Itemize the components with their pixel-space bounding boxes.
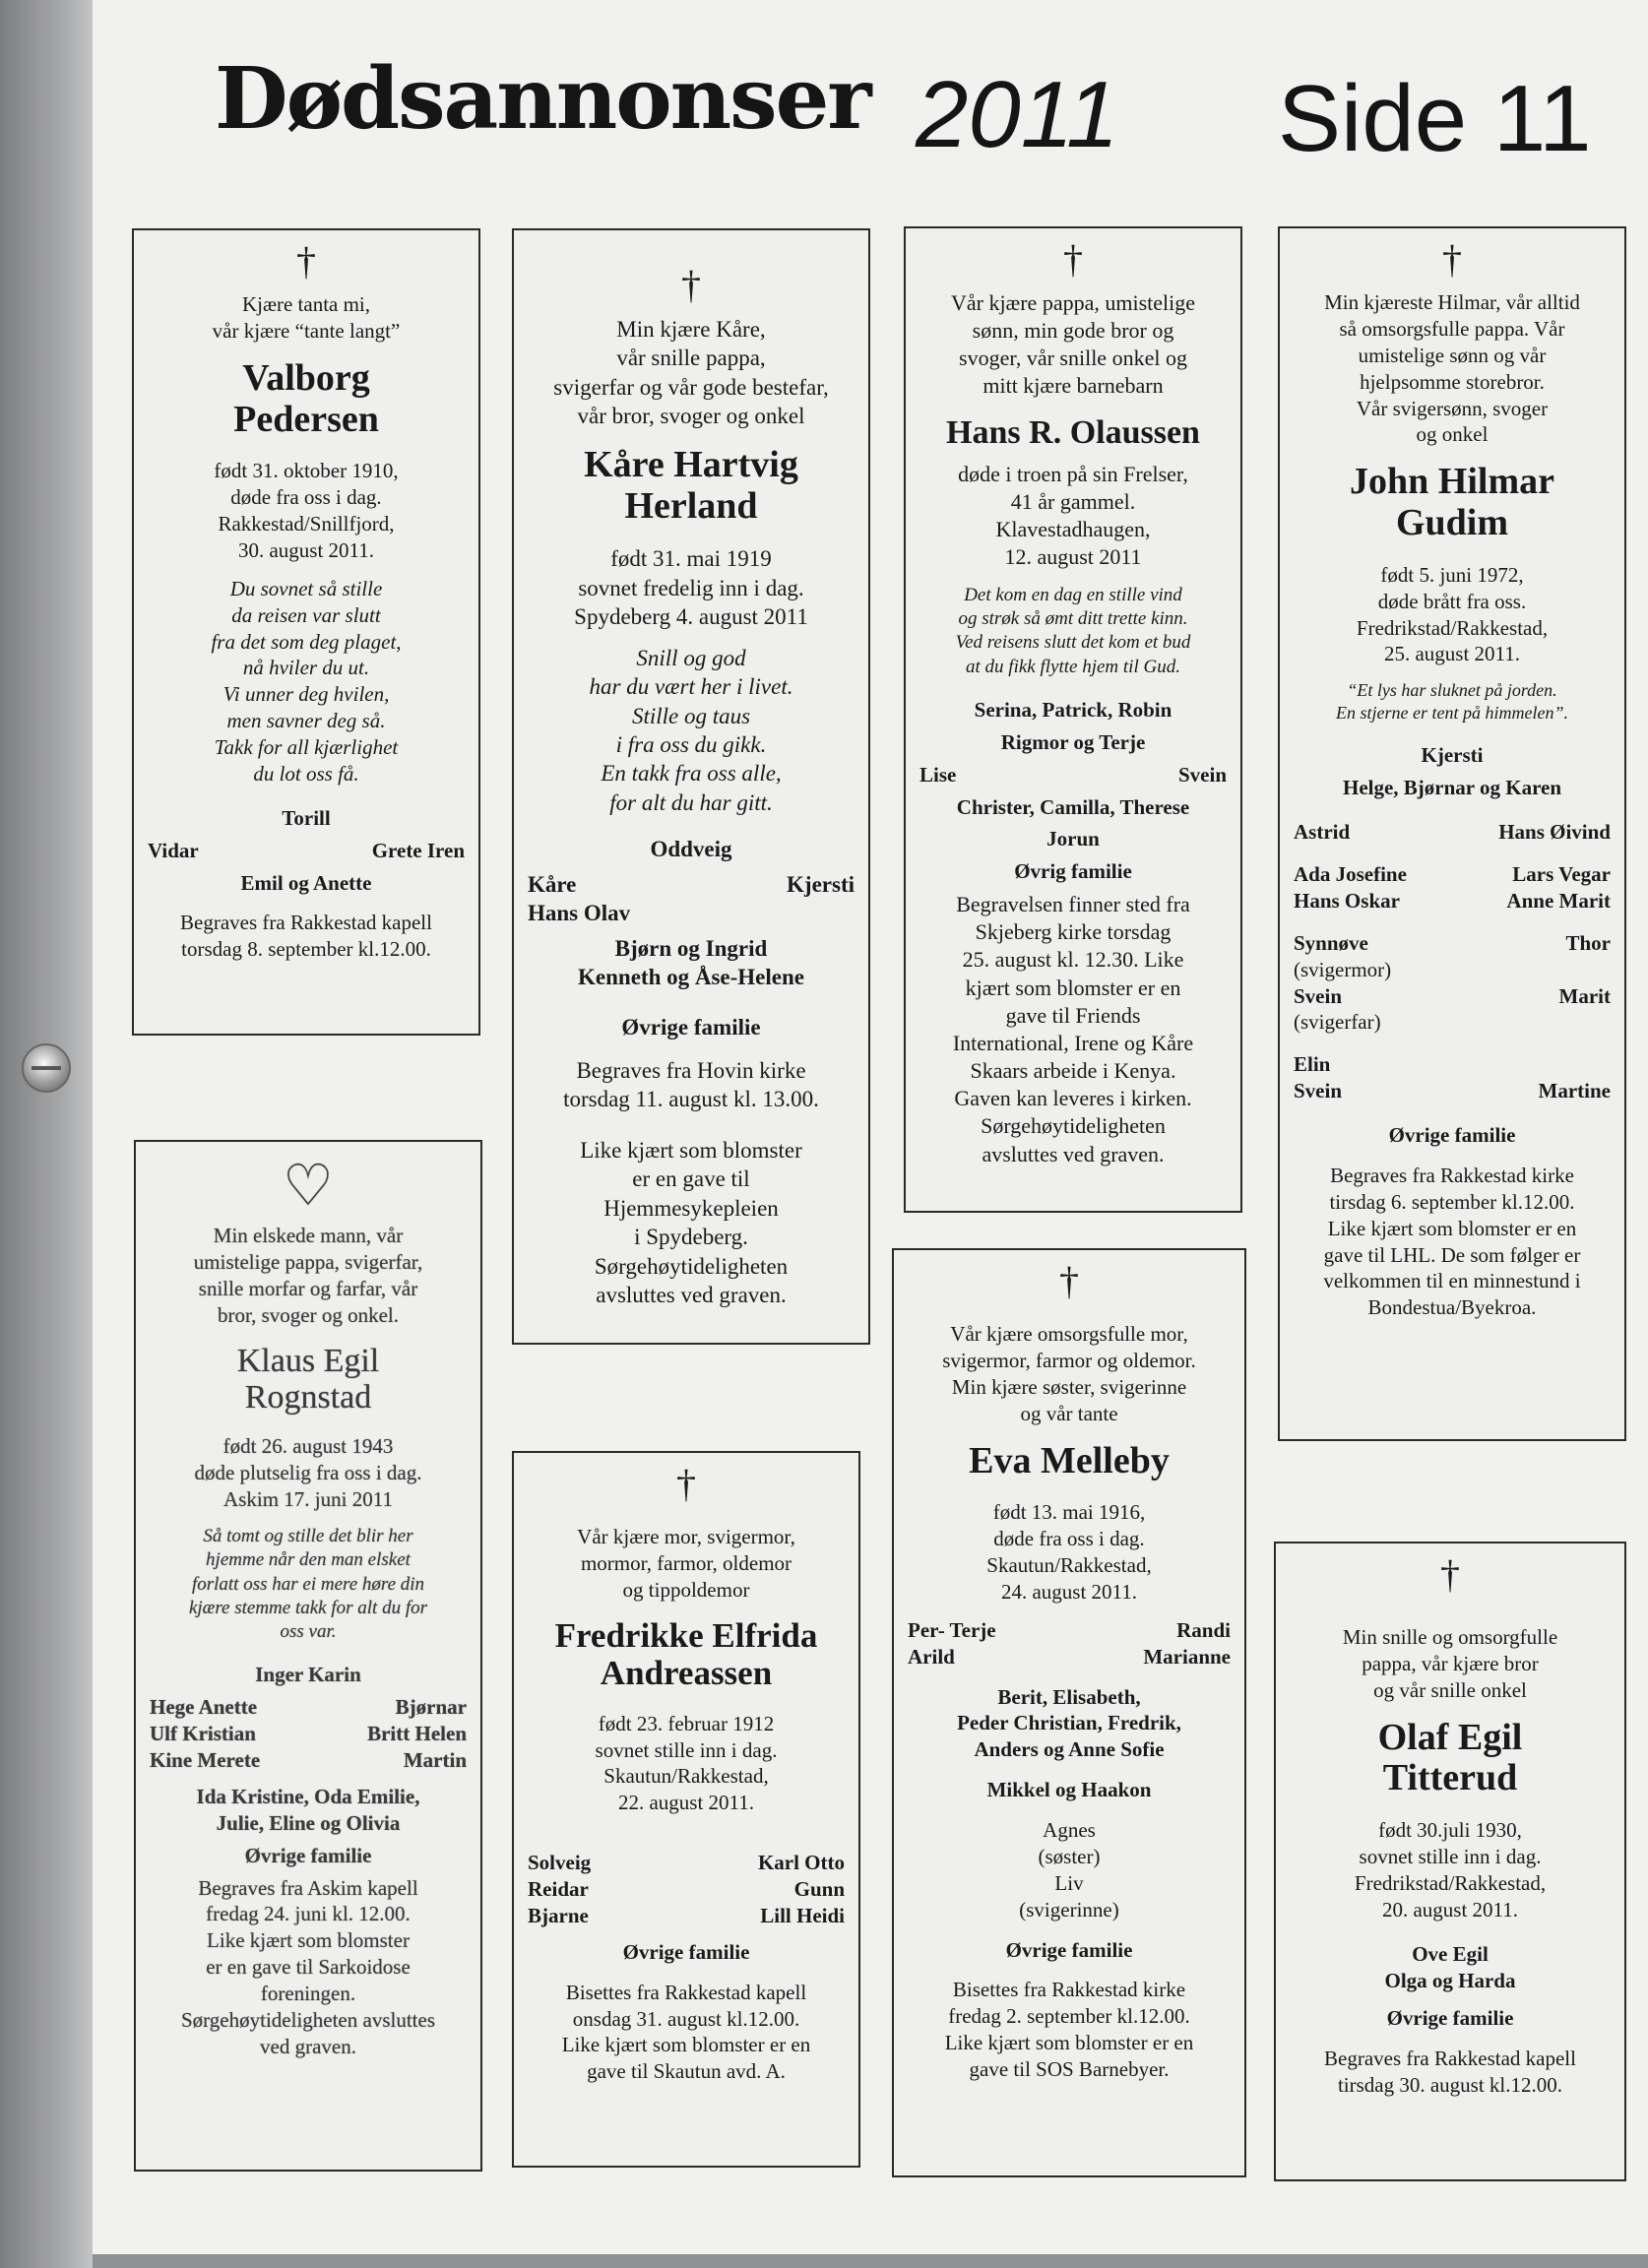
mourner-names: Øvrige familie <box>244 1843 372 1867</box>
mourner-row: Hans Oskar Anne Marit <box>1294 888 1611 913</box>
obituary-kare-hartvig-herland <box>512 228 870 1345</box>
obituary-intro: Min kjære Kåre, vår snille pappa, svigerfar og vår gode bestefar, vår bror, svoger og onkel <box>553 317 829 429</box>
mourner-row: Bjarne Lill Heidi <box>528 1903 845 1927</box>
mourner-row: Arild Marianne <box>908 1644 1231 1669</box>
deceased-name: Valborg Pedersen <box>233 356 379 440</box>
obituary-dates: født 5. juni 1972, døde brått fra oss. Fredrikstad/Rakkestad, 25. august 2011. <box>1356 562 1549 666</box>
obituary-dates: født 31. mai 1919 sovnet fredelig inn i dag. Spydeberg 4. august 2011 <box>574 546 808 630</box>
mourner-row: Kine Merete Martin <box>150 1748 467 1773</box>
mourner-row: Vidar Grete Iren <box>148 838 465 862</box>
obituary-valborg-pedersen <box>132 228 480 1036</box>
obituary-intro: Min kjæreste Hilmar, vår alltid så omsorgsfulle pappa. Vår umistelige sønn og vår hjelpsomme storebror. Vår svigersønn, svoger og onkel <box>1324 290 1580 447</box>
mourner-names: Øvrige familie <box>1386 2006 1514 2031</box>
obituary-intro: Kjære tanta mi, vår kjære “tante langt” <box>212 292 401 343</box>
mourner-names: Øvrige familie <box>1005 1937 1133 1962</box>
mourner-names: Inger Karin <box>255 1663 361 1687</box>
cross-icon: † <box>1059 1259 1079 1303</box>
mourner-names: Mikkel og Haakon <box>986 1778 1152 1802</box>
obituary-intro: Vår kjære pappa, umistelige sønn, min gode bror og svoger, vår snille onkel og mitt kjære barnebarn <box>950 290 1196 399</box>
obituary-john-hilmar-gudim <box>1278 226 1626 1441</box>
mourner-names: Emil og Anette <box>240 870 372 895</box>
obituary-intro: Min snille og omsorgfulle pappa, vår kjære bror og vår snille onkel <box>1342 1625 1558 1702</box>
mourner-row: Elin <box>1294 1052 1331 1077</box>
obituary-dates: født 30.juli 1930, sovnet stille inn i dag. Fredrikstad/Rakkestad, 20. august 2011. <box>1354 1818 1547 1922</box>
mourner-names: Bjørn og Ingrid Kenneth og Åse-Helene <box>578 935 804 990</box>
deceased-name: Eva Melleby <box>969 1439 1170 1481</box>
mourner-row: Hans Olav <box>528 901 631 926</box>
cross-icon: † <box>1440 1552 1460 1597</box>
cross-icon: † <box>1442 237 1462 282</box>
binder-screw-icon <box>22 1043 71 1093</box>
deceased-name: John Hilmar Gudim <box>1350 461 1554 544</box>
obituary-dates: født 23. februar 1912 sovnet stille inn i dag. Skautun/Rakkestad, 22. august 2011. <box>595 1711 778 1815</box>
mourner-names: Øvrige familie <box>621 1015 761 1040</box>
obituary-intro: Vår kjære omsorgsfulle mor, svigermor, farmor og oldemor. Min kjære søster, svigerinne og vår tante <box>942 1322 1196 1425</box>
cross-icon: † <box>1063 237 1083 282</box>
obituary-verse: “Et lys har sluknet på jorden. En stjerne er tent på himmelen”. <box>1336 680 1568 724</box>
funeral-info: Begraves fra Rakkestad kirke tirsdag 6. september kl.12.00. Like kjært som blomster er en gave til LHL. De som følger er velkommen til en minnestund i Bondestua/Byekroa. <box>1323 1163 1581 1320</box>
obituary-verse: Så tomt og stille det blir her hjemme når den man elsket forlatt oss har ei mere høre din kjære stemme takk for alt du for oss var. <box>188 1525 428 1643</box>
mourner-names: Øvrig familie <box>1014 859 1132 884</box>
obituary-eva-melleby <box>892 1248 1246 2177</box>
deceased-name: Kåre Hartvig Herland <box>584 443 798 527</box>
funeral-info: Begraves fra Askim kapell fredag 24. juni kl. 12.00. Like kjært som blomster er en gave til Sarkoidose foreningen. Sørgehøytideligheten avsluttes ved graven. <box>181 1875 435 2058</box>
obituary-verse: Det kom en dag en stille vind og strøk så ømt ditt trette kinn. Ved reisens slutt det kom et bud at du fikk flytte hjem til Gud. <box>955 584 1191 677</box>
relatives: Agnes (søster) Liv (svigerinne) <box>1019 1818 1119 1922</box>
mourner-names: Ida Kristine, Oda Emilie, Julie, Eline og Olivia <box>196 1784 420 1835</box>
page-year: 2011 <box>916 62 1119 167</box>
mourner-row: Lise Svein <box>919 762 1227 787</box>
mourner-names: Christer, Camilla, Therese <box>956 794 1190 819</box>
mourner-row: Astrid Hans Øivind <box>1294 820 1611 845</box>
funeral-info: Begravelsen finner sted fra Skjeberg kirke torsdag 25. august kl. 12.30. Like kjært som blomster er en gave til Friends International, Irene og Kåre Skaars arbeide i Kenya. Gaven kan leveres i kirken. Sørgehøytideligheten avsluttes ved graven. <box>952 892 1194 1166</box>
cross-icon: † <box>676 1462 696 1506</box>
funeral-info: Begraves fra Rakkestad kapell tirsdag 30. august kl.12.00. <box>1324 2047 1576 2098</box>
mourner-row: Synnøve Thor <box>1294 930 1611 955</box>
cross-icon: † <box>296 239 316 284</box>
funeral-info: Begraves fra Hovin kirke torsdag 11. august kl. 13.00. <box>563 1057 819 1112</box>
mourner-names: Oddveig <box>650 837 732 862</box>
mourner-row: Svein Marit <box>1294 983 1611 1008</box>
mourner-names: Torill <box>282 805 331 830</box>
obituary-hans-r-olaussen <box>904 226 1242 1213</box>
deceased-name: Hans R. Olaussen <box>946 413 1200 451</box>
mourner-row: Hege Anette Bjørnar <box>150 1695 467 1720</box>
mourner-row: (svigerfar) <box>1294 1010 1381 1035</box>
mourner-row: Solveig Karl Otto <box>528 1851 845 1875</box>
deceased-name: Olaf Egil Titterud <box>1377 1716 1523 1799</box>
mourner-row: Per- Terje Randi <box>908 1617 1231 1642</box>
page-number: Side 11 <box>1278 66 1592 171</box>
mourner-names: Serina, Patrick, Robin <box>974 697 1173 722</box>
deceased-name: Klaus Egil Rognstad <box>236 1342 380 1416</box>
mourner-row: Svein Martine <box>1294 1079 1611 1103</box>
obituary-fredrikke-elfrida-andreassen <box>512 1451 860 2168</box>
obituary-verse: Snill og god har du vært her i livet. Stille og taus i fra oss du gikk. En takk fra oss alle, for alt du har gitt. <box>589 645 793 815</box>
heart-icon: ♡ <box>283 1154 334 1218</box>
mourner-names: Kjersti <box>1421 743 1484 768</box>
mourner-names: Berit, Elisabeth, Peder Christian, Fredrik, Anders og Anne Sofie <box>957 1684 1181 1762</box>
gift-info: Like kjært som blomster er en gave til Hjemmesykepleien i Spydeberg. Sørgehøytideligheten avsluttes ved graven. <box>580 1137 802 1307</box>
mourner-row: Kåre Kjersti <box>528 871 855 897</box>
funeral-info: Begraves fra Rakkestad kapell torsdag 8. september kl.12.00. <box>180 911 432 962</box>
obituary-intro: Min elskede mann, vår umistelige pappa, svigerfar, snille morfar og farfar, vår bror, svoger og onkel. <box>193 1224 423 1327</box>
obituary-intro: Vår kjære mor, svigermor, mormor, farmor, oldemor og tippoldemor <box>577 1525 795 1602</box>
obituary-verse: Du sovnet så stille da reisen var slutt fra det som deg plaget, nå hviler du ut. Vi unner deg hvilen, men savner deg så. Takk for all kjærlighet du lot oss få. <box>211 576 402 786</box>
mourner-names: Jorun <box>1046 827 1100 851</box>
page-title: Dødsannonser <box>215 49 870 149</box>
obituary-dates: født 31. oktober 1910, døde fra oss i dag. Rakkestad/Snillfjord, 30. august 2011. <box>214 459 399 562</box>
obituary-olaf-egil-titterud <box>1274 1542 1626 2181</box>
obituary-klaus-egil-rognstad <box>134 1140 482 2172</box>
cross-icon: † <box>681 263 701 307</box>
deceased-name: Fredrikke Elfrida Andreassen <box>554 1615 818 1693</box>
obituary-dates: døde i troen på sin Frelser, 41 år gammel. Klavestadhaugen, 12. august 2011 <box>958 462 1188 570</box>
mourner-names: Øvrige familie <box>1388 1123 1516 1148</box>
mourner-row: Reidar Gunn <box>528 1877 845 1901</box>
page-left-shadow <box>0 0 93 2268</box>
funeral-info: Bisettes fra Rakkestad kirke fredag 2. september kl.12.00. Like kjært som blomster er en gave til SOS Barnebyer. <box>944 1978 1194 2082</box>
mourner-row: Ada Josefine Lars Vegar <box>1294 862 1611 887</box>
mourner-names: Ove Egil Olga og Harda <box>1384 1941 1516 1992</box>
mourner-row: (svigermor) <box>1294 957 1392 981</box>
mourner-names: Helge, Bjørnar og Karen <box>1342 776 1562 800</box>
funeral-info: Bisettes fra Rakkestad kapell onsdag 31. august kl.12.00. Like kjært som blomster er en gave til Skautun avd. A. <box>561 1980 811 2084</box>
obituary-dates: født 13. mai 1916, døde fra oss i dag. Skautun/Rakkestad, 24. august 2011. <box>986 1500 1152 1604</box>
mourner-names: Rigmor og Terje <box>1000 729 1146 754</box>
mourner-row: Ulf Kristian Britt Helen <box>150 1722 467 1746</box>
obituary-dates: født 26. august 1943 døde plutselig fra oss i dag. Askim 17. juni 2011 <box>194 1434 422 1512</box>
mourner-names: Øvrige familie <box>622 1939 750 1964</box>
